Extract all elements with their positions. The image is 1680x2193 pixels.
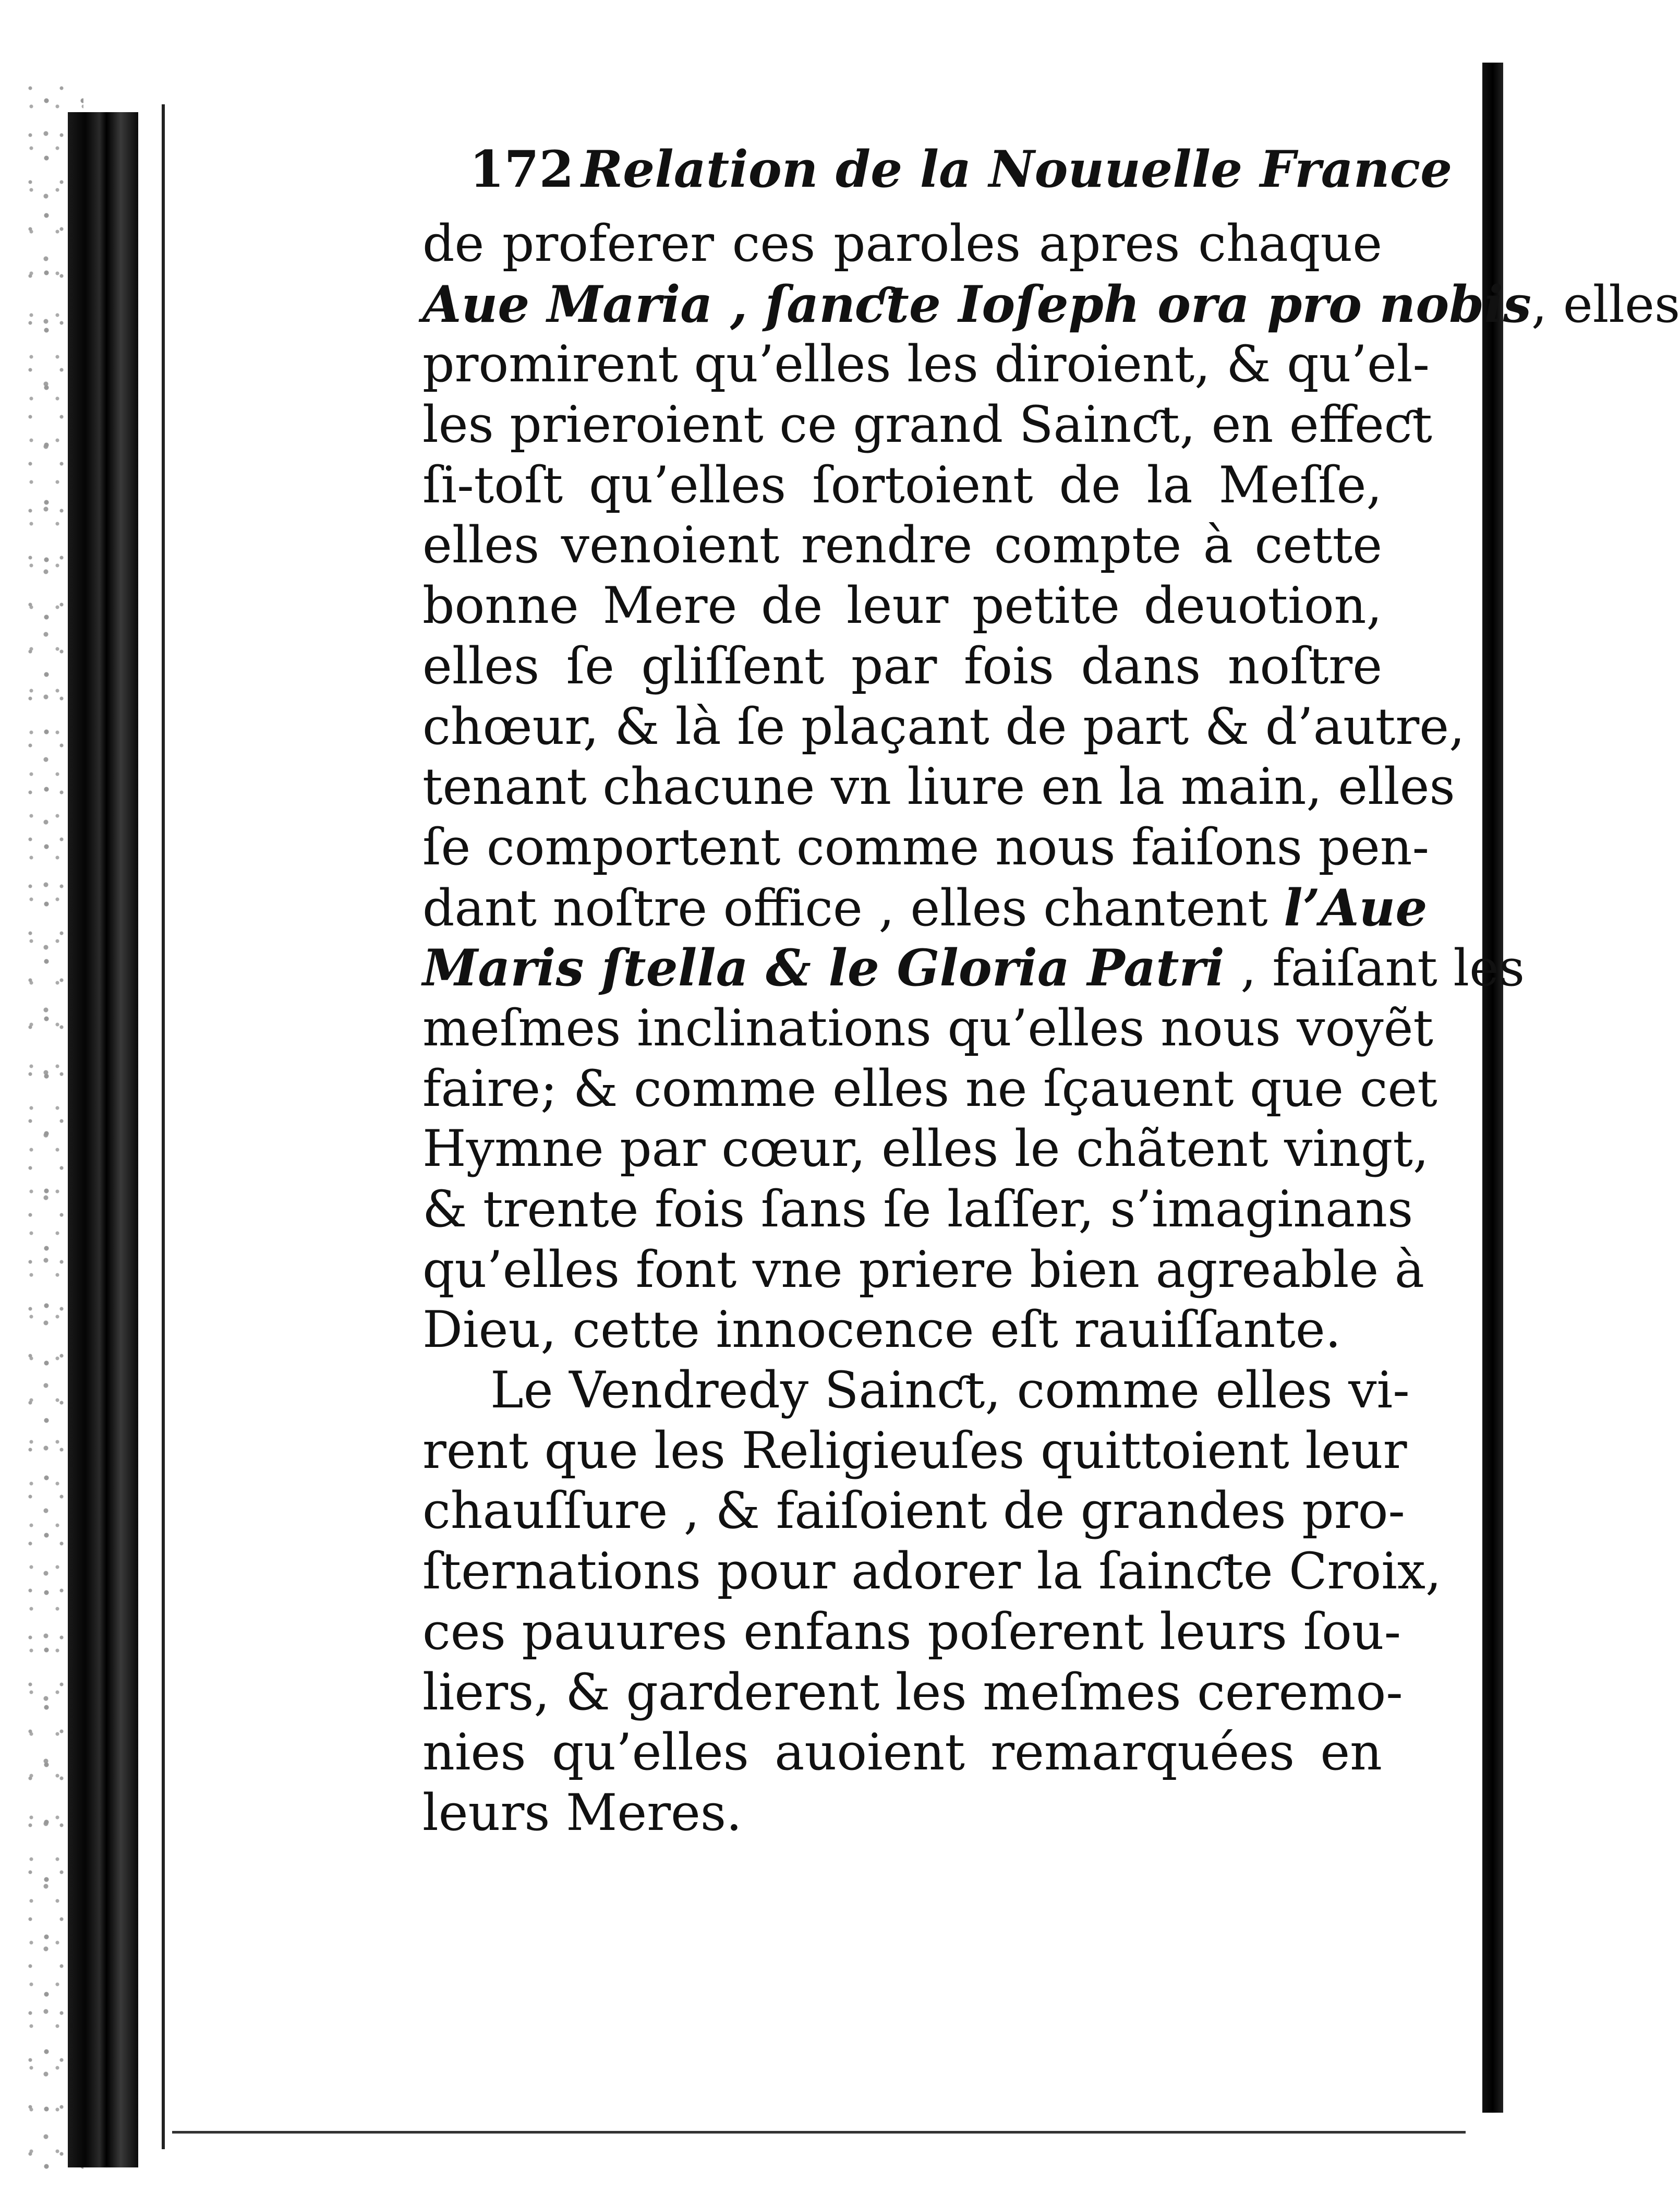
paragraph-2 [422,1360,1442,1843]
bottom-edge [172,2131,1466,2134]
text-line: Hymne par cœur, elles le chãtent vingt, [422,1119,1429,1178]
text-fragment: , faiſant les [1240,939,1525,998]
text-line: de proferer ces paroles apres chaque [422,214,1382,273]
text-line: chœur, & là ſe plaçant de part & d’autre, [422,697,1465,756]
latin-phrase: Maris ſtella & le Gloria Patri [422,938,1225,998]
running-title: Relation de la Nouuelle France [581,140,1453,199]
body-text [422,214,1680,1843]
gutter-line [162,104,165,2149]
text-line: rent que les Religieuſes quittoient leur [422,1421,1407,1480]
text-line [422,878,1428,938]
text-line: promirent qu’elles les diroient, & qu’el- [422,335,1430,394]
text-line: ſi-toſt qu’elles ſortoient de la Meſſe, [422,455,1382,514]
book-spine [68,112,138,2167]
text-line: elles ſe gliſſent par fois dans noſtre [422,636,1382,695]
text-fragment: , elles [1531,275,1680,334]
text-line: Dieu, cette innocence eſt rauiſſante. [422,1300,1341,1359]
text-line: Le Vendredy Sainƈt, comme elles vi- [490,1361,1410,1420]
text-line: bonne Mere de leur petite deuotion, [422,576,1382,635]
latin-phrase: Aue Maria , ſanƈte Ioſeph ora pro nobis [422,274,1531,334]
text-line: & trente fois ſans ſe laſſer, s’imaginans [422,1180,1413,1238]
text-line: meſmes inclinations qu’elles nous voyẽt [422,998,1433,1057]
latin-phrase: l’Aue [1284,878,1428,937]
right-edge-shadow [1482,63,1503,2113]
text-line: chauſſure , & faiſoient de grandes pro- [422,1481,1405,1540]
text-line: liers, & garderent les meſmes ceremo- [422,1662,1403,1721]
text-line: tenant chacune vn liure en la main, elles [422,757,1455,816]
text-line: ces pauures enfans poſerent leurs ſou- [422,1602,1401,1661]
page-number: 172 [469,140,574,199]
text-line: ſternations pour adorer la ſainƈte Croix, [422,1542,1442,1601]
text-line: leurs Meres. [422,1783,742,1842]
text-line [422,274,1680,335]
text-line: faire; & comme elles ne ſçauent que cet [422,1059,1437,1118]
paragraph-1 [422,214,1680,1360]
text-line [422,938,1525,998]
text-line: les prieroient ce grand Sainƈt, en effeƈt [422,395,1432,454]
text-line: nies qu’elles auoient remarquées en [422,1723,1382,1782]
running-head [469,138,1453,201]
text-fragment: dant noſtre office , elles chantent [422,878,1268,937]
text-line: ſe comportent comme nous faiſons pen- [422,817,1430,876]
text-line: qu’elles font vne priere bien agreable à [422,1240,1424,1299]
text-line: elles venoient rendre compte à cette [422,516,1382,575]
